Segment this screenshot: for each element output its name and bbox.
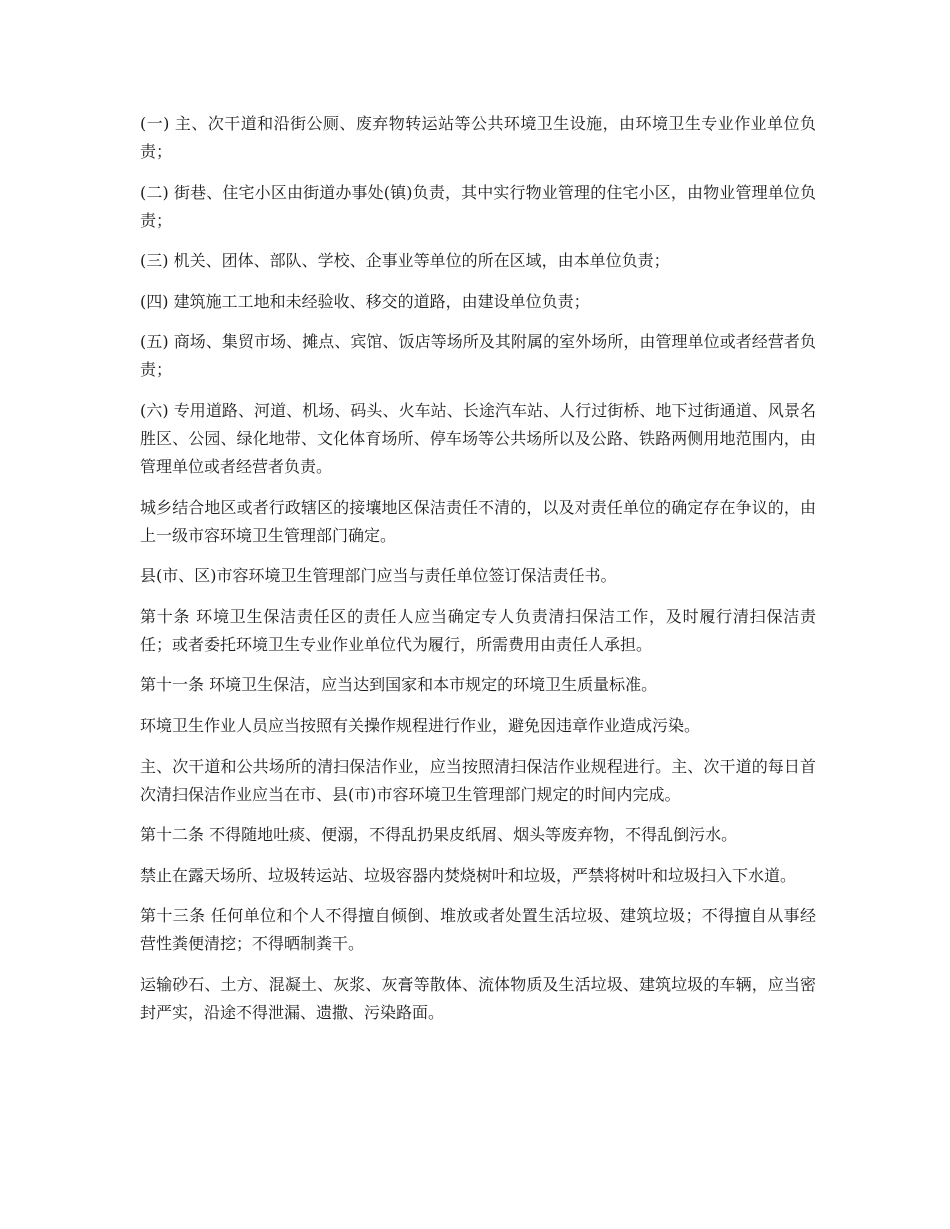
- document-body: [140, 110, 816, 1040]
- paragraph-item-4: (四) 建筑施工工地和未经验收、移交的道路，由建设单位负责；: [140, 291, 590, 311]
- paragraph-cleaning-schedule: 主、次干道和公共场所的清扫保洁作业，应当按照清扫保洁作业规程进行。主、次干道的每日首次清扫保洁作业应当在市、县(市)市容环境卫生管理部门规定的时间内完成。: [140, 756, 816, 804]
- paragraph-dispute-clause: 城乡结合地区或者行政辖区的接壤地区保洁责任不清的，以及对责任单位的确定存在争议的，由上一级市容环境卫生管理部门确定。: [140, 497, 816, 545]
- paragraph-operation-rules: 环境卫生作业人员应当按照有关操作规程进行作业，避免因违章作业造成污染。: [140, 715, 701, 735]
- paragraph-item-6: (六) 专用道路、河道、机场、码头、火车站、长途汽车站、人行过街桥、地下过街通道、风景名胜区、公园、绿化地带、文化体育场所、停车场等公共场所以及公路、铁路两侧用地范围内，由管理单位或者经营者负责。: [140, 400, 816, 476]
- paragraph-responsibility-letter: 县(市、区)市容环境卫生管理部门应当与责任单位签订保洁责任书。: [140, 566, 617, 586]
- paragraph-item-2: (二) 街巷、住宅小区由街道办事处(镇)负责，其中实行物业管理的住宅小区，由物业管理单位负责；: [140, 182, 816, 230]
- paragraph-burning-ban: 禁止在露天场所、垃圾转运站、垃圾容器内焚烧树叶和垃圾，严禁将树叶和垃圾扫入下水道。: [140, 865, 797, 885]
- paragraph-item-1: (一) 主、次干道和沿街公厕、废弃物转运站等公共环境卫生设施，由环境卫生专业作业单位负责；: [140, 114, 816, 161]
- paragraph-item-5: (五) 商场、集贸市场、摊点、宾馆、饭店等场所及其附属的室外场所，由管理单位或者经营者负责；: [140, 332, 816, 380]
- paragraph-transport-rules: 运输砂石、土方、混凝土、灰浆、灰膏等散体、流体物质及生活垃圾、建筑垃圾的车辆，应当密封严实，沿途不得泄漏、遗撒、污染路面。: [140, 974, 816, 1022]
- paragraph-article-12: 第十二条 不得随地吐痰、便溺，不得乱扔果皮纸屑、烟头等废弃物，不得乱倒污水。: [140, 825, 738, 845]
- paragraph-article-10: 第十条 环境卫生保洁责任区的责任人应当确定专人负责清扫保洁工作，及时履行清扫保洁责任；或者委托环境卫生专业作业单位代为履行，所需费用由责任人承担。: [140, 606, 816, 654]
- paragraph-article-13: 第十三条 任何单位和个人不得擅自倾倒、堆放或者处置生活垃圾、建筑垃圾；不得擅自从事经营性粪便清挖；不得晒制粪干。: [140, 906, 816, 954]
- paragraph-item-3: (三) 机关、团体、部队、学校、企事业等单位的所在区域，由本单位负责；: [140, 251, 670, 271]
- paragraph-article-11: 第十一条 环境卫生保洁，应当达到国家和本市规定的环境卫生质量标准。: [140, 675, 658, 695]
